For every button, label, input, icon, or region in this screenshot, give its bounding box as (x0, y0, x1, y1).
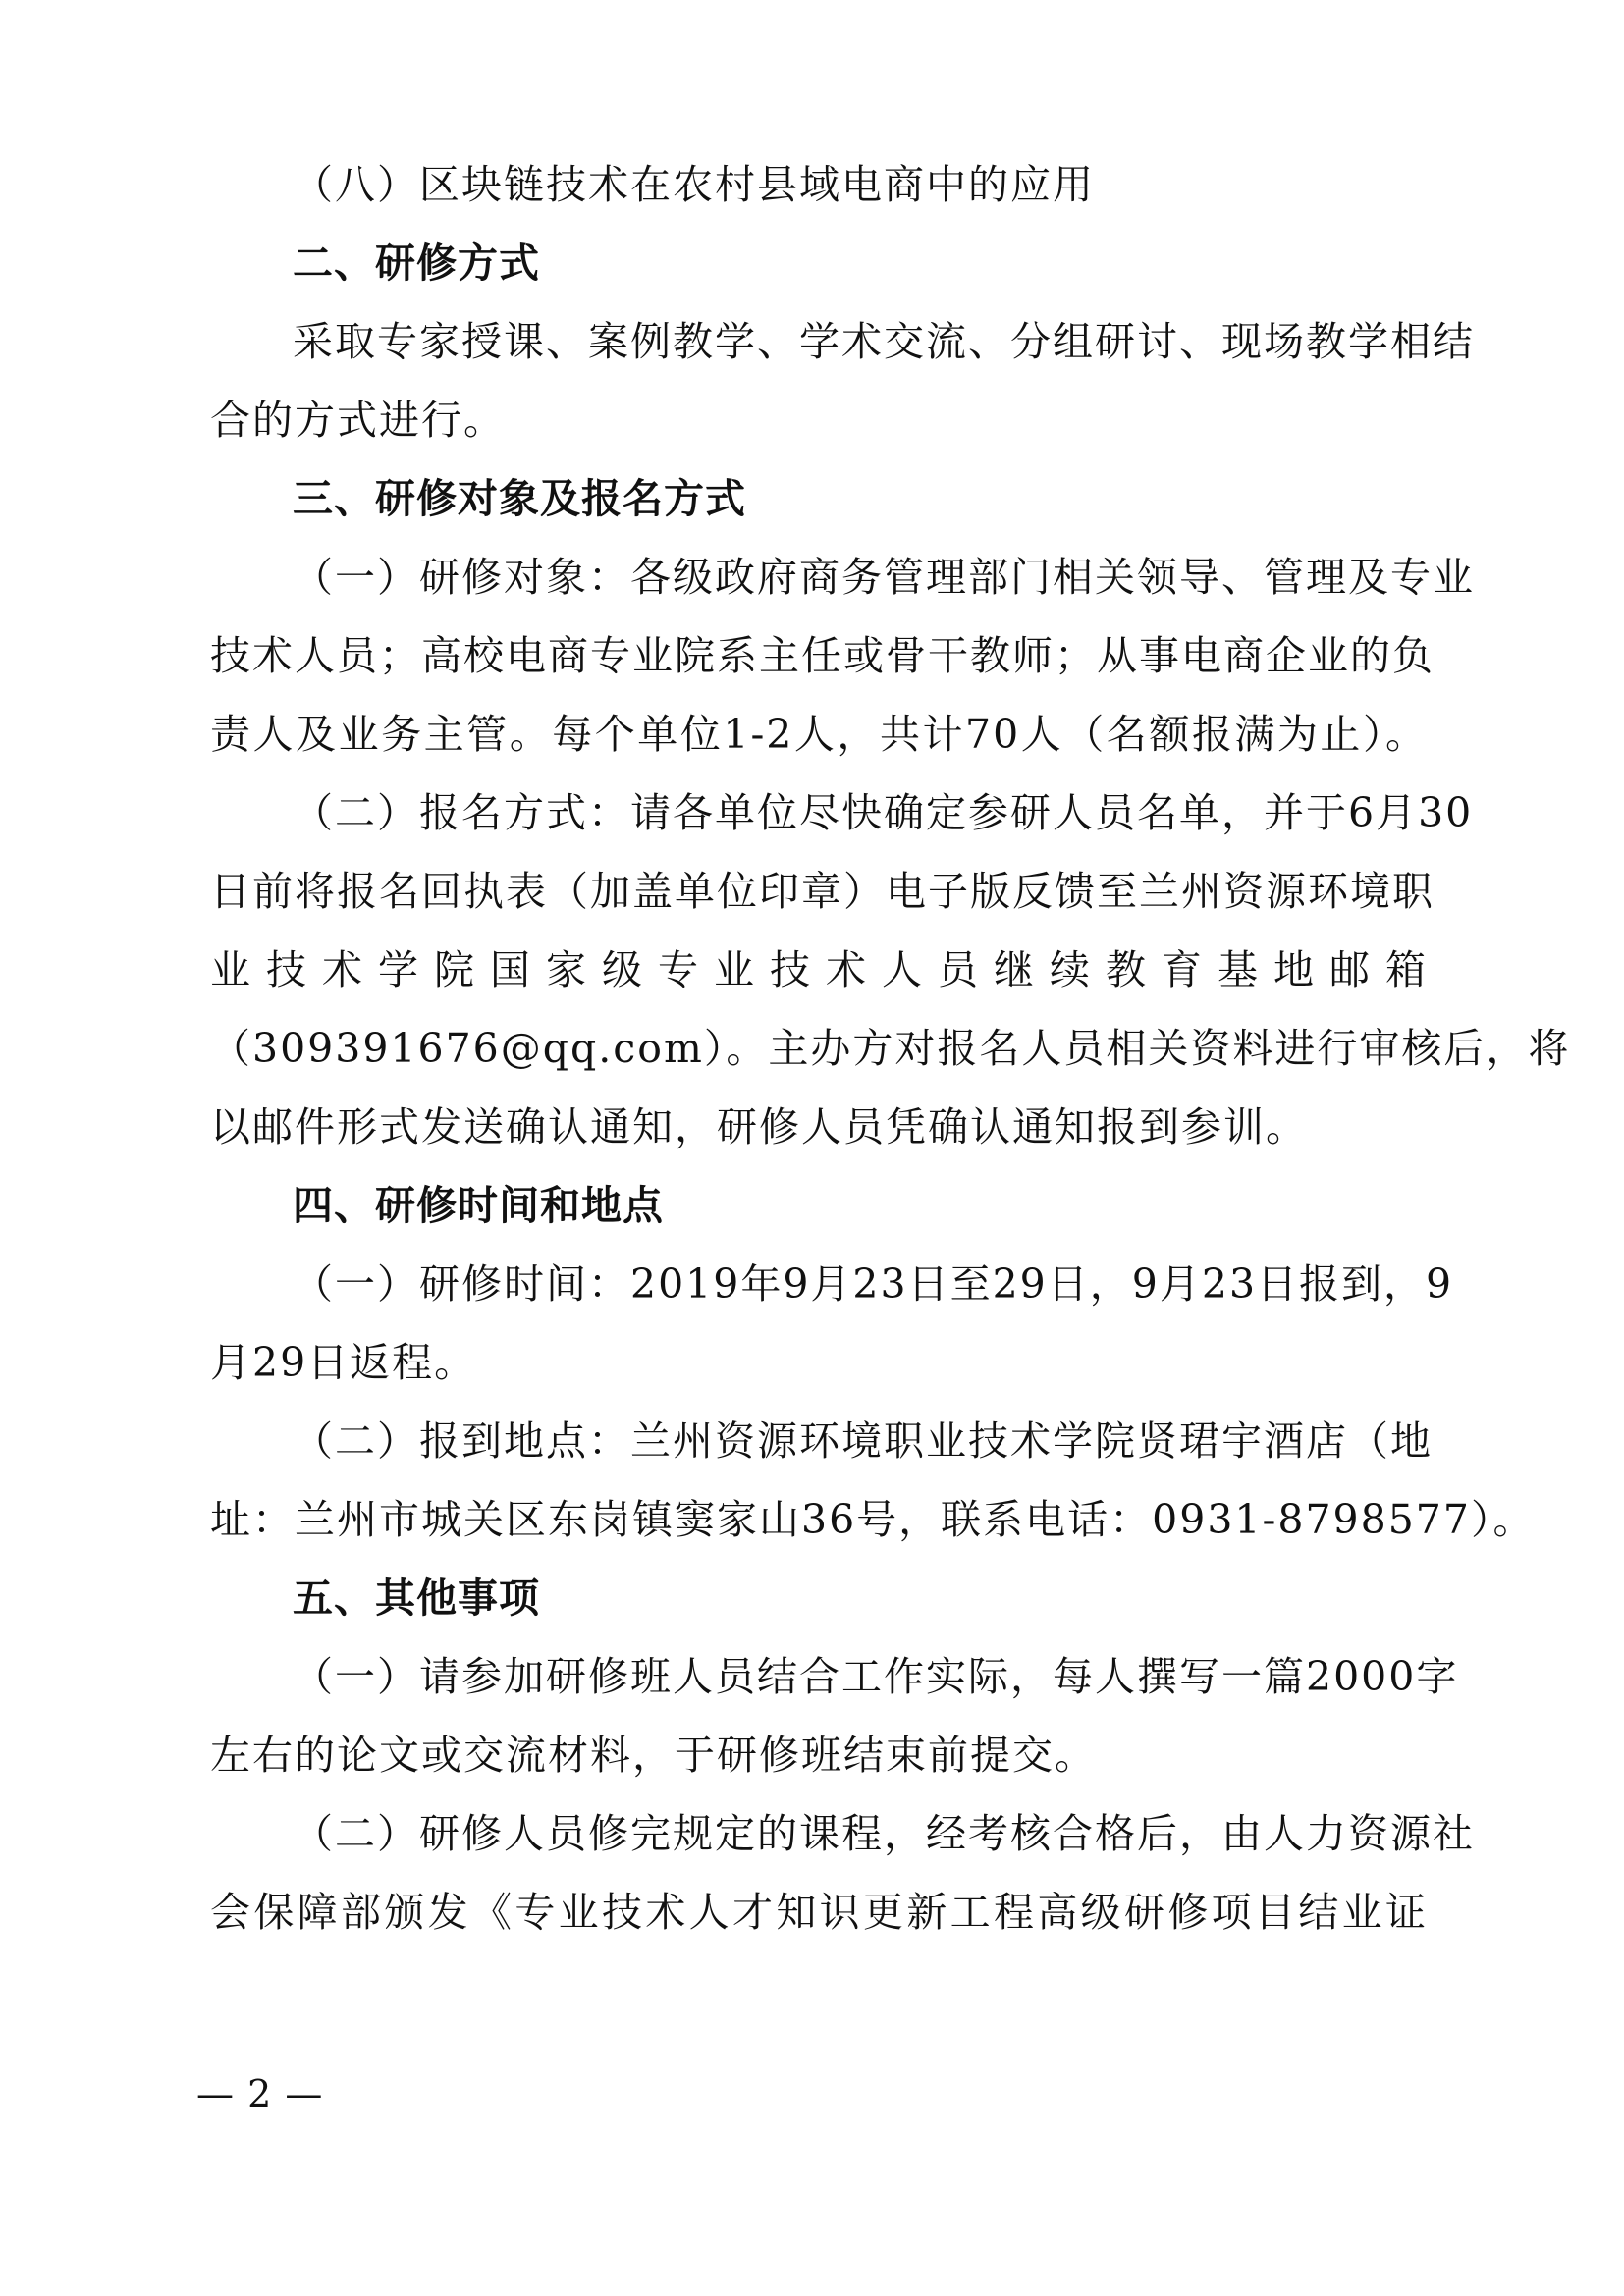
paragraph-line: 以邮件形式发送确认通知，研修人员凭确认通知报到参训。 (210, 1103, 1308, 1150)
paragraph-line: 址：兰州市城关区东岗镇窦家山36号，联系电话：0931-8798577）。 (210, 1496, 1536, 1543)
paragraph-line: （一）研修对象：各级政府商务管理部门相关领导、管理及专业 (293, 554, 1475, 601)
paragraph-line: （二）报名方式：请各单位尽快确定参研人员名单，并于6月30 (293, 789, 1474, 836)
paragraph-line: 左右的论文或交流材料，于研修班结束前提交。 (210, 1732, 1097, 1779)
paragraph-line: （二）研修人员修完规定的课程，经考核合格后，由人力资源社 (293, 1810, 1475, 1857)
section-heading-other-matters: 五、其他事项 (293, 1575, 540, 1622)
list-item-eight: （八）区块链技术在农村县域电商中的应用 (293, 161, 1095, 208)
paragraph-line: （二）报到地点：兰州资源环境职业技术学院贤珺宇酒店（地 (293, 1417, 1433, 1465)
paragraph-line: 日前将报名回执表（加盖单位印章）电子版反馈至兰州资源环境职 (210, 868, 1435, 915)
paragraph-line: 技术人员；高校电商专业院系主任或骨干教师；从事电商企业的负 (210, 632, 1435, 679)
paragraph-line: （309391676@qq.com）。主办方对报名人员相关资料进行审核后，将 (210, 1025, 1571, 1072)
paragraph-line: 责人及业务主管。每个单位1-2人，共计70人（名额报满为止）。 (210, 711, 1428, 758)
section-heading-time-place: 四、研修时间和地点 (293, 1182, 664, 1229)
paragraph-line: （一）研修时间：2019年9月23日至29日，9月23日报到，9 (293, 1260, 1454, 1308)
section-heading-study-method: 二、研修方式 (293, 240, 540, 287)
page-number: — 2 — (196, 2072, 324, 2115)
paragraph-line: 月29日返程。 (210, 1339, 477, 1386)
paragraph-line: 会保障部颁发《专业技术人才知识更新工程高级研修项目结业证 (210, 1889, 1428, 1936)
paragraph-line: 合的方式进行。 (210, 397, 506, 444)
section-heading-participants: 三、研修对象及报名方式 (293, 475, 746, 522)
paragraph-line: （一）请参加研修班人员结合工作实际，每人撰写一篇2000字 (293, 1653, 1459, 1700)
paragraph-line: 业技术学院国家级专业技术人员继续教育基地邮箱 (210, 946, 1428, 993)
paragraph-line: 采取专家授课、案例教学、学术交流、分组研讨、现场教学相结 (293, 318, 1475, 365)
